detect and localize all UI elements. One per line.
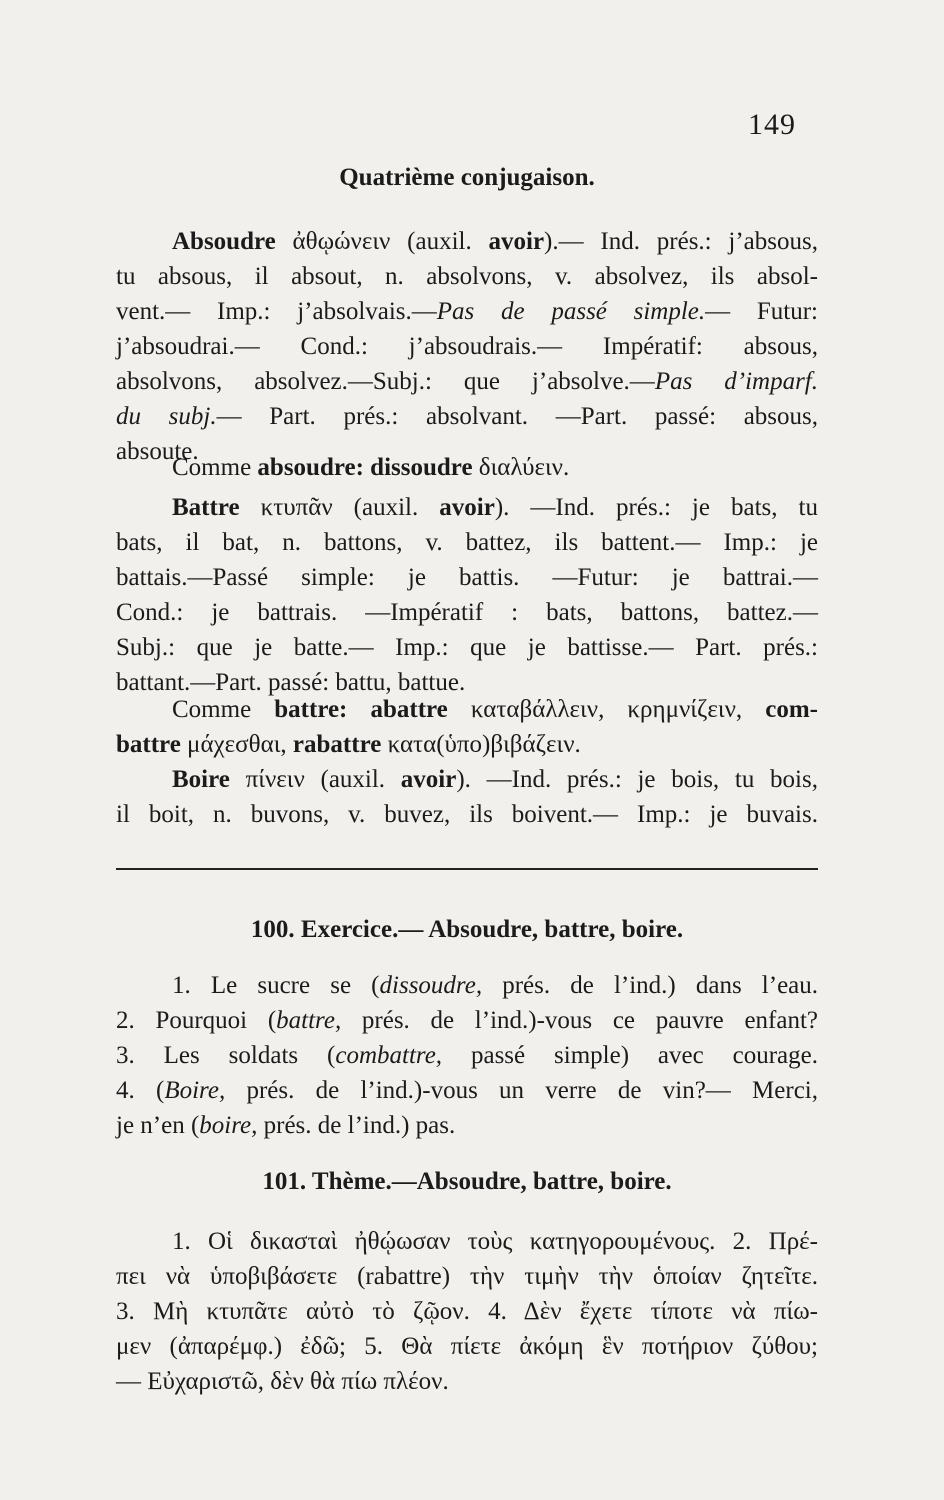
text-line: — Εὐχαριστῶ, δὲν θὰ πίω πλέον. [116, 1368, 449, 1395]
theme-paragraph [116, 1224, 818, 1399]
comme-absoudre-line [116, 450, 818, 485]
text-line: battre μάχεσθαι, rabattre κατα(ὑπο)βιβάζειν. [116, 731, 581, 758]
text-line: battais.—Passé simple: je battis. —Futur: je battrai.— [116, 564, 818, 591]
absoudre-paragraph [116, 224, 818, 469]
comme-battre-paragraph [116, 692, 818, 762]
text-line: absolvons, absolvez.—Subj.: que j’absolve.—Pas d’imparf. [116, 368, 818, 395]
text-line: battant.—Part. passé: battu, battue. [116, 669, 466, 696]
text-line: Subj.: que je batte.— Imp.: que je battisse.— Part. prés.: [116, 634, 818, 661]
exercise-item: je n’en (boire, prés. de l’ind.) pas. [116, 1112, 456, 1139]
exercise-item: 4. (Boire, prés. de l’ind.)-vous un verre de vin?— Merci, [116, 1077, 818, 1104]
text-line: absoute. [116, 438, 199, 465]
boire-paragraph [116, 762, 818, 832]
text-line: il boit, n. buvons, v. buvez, ils boivent.— Imp.: je buvais. [116, 801, 818, 828]
text-line: tu absous, il absout, n. absolvons, v. absolvez, ils absol- [116, 263, 818, 290]
battre-paragraph [116, 490, 818, 700]
exercise-item: 1. Le sucre se (dissoudre, prés. de l’ind.) dans l’eau. [172, 972, 819, 999]
text-line: 3. Μὴ κτυπᾶτε αὐτὸ τὸ ζῷον. 4. Δὲν ἔχετε τίποτε νὰ πίω- [116, 1298, 818, 1325]
text-line: 1. Οἱ δικασταὶ ἠθῴωσαν τοὺς κατηγορουμένους. 2. Πρέ- [172, 1228, 818, 1255]
text-line: j’absoudrai.— Cond.: j’absoudrais.— Impératif: absous, [116, 333, 818, 360]
text-line: bats, il bat, n. battons, v. battez, ils battent.— Imp.: je [116, 529, 818, 556]
section-divider [116, 868, 818, 870]
text-line: Comme battre: abattre καταβάλλειν, κρημνίζειν, com- [172, 696, 818, 723]
text-line: Boire πίνειν (auxil. avoir). —Ind. prés.: je bois, tu bois, [172, 766, 818, 793]
page-number: 149 [748, 108, 796, 141]
exercise-item: 2. Pourquoi (battre, prés. de l’ind.)-vous ce pauvre enfant? [116, 1007, 818, 1034]
text-line: du subj.— Part. prés.: absolvant. —Part. passé: absous, [116, 403, 818, 430]
exercise-list [116, 968, 818, 1143]
theme-title: 101. Thème.—Absoudre, battre, boire. [262, 1168, 672, 1195]
exercise-item: 3. Les soldats (combattre, passé simple) avec courage. [116, 1042, 818, 1069]
text-line: πει νὰ ὑποβιβάσετε (rabattre) τὴν τιμὴν τὴν ὁποίαν ζητεῖτε. [116, 1263, 818, 1290]
conjugation-heading: Quatrième conjugaison. [339, 164, 595, 191]
text-line: Absoudre ἀθῳώνειν (auxil. avoir).— Ind. prés.: j’absous, [172, 228, 818, 255]
text-line: Comme absoudre: dissoudre διαλύειν. [172, 454, 570, 481]
text-line: vent.— Imp.: j’absolvais.—Pas de passé simple.— Futur: [116, 298, 818, 325]
text-line: Battre κτυπᾶν (auxil. avoir). —Ind. prés.: je bats, tu [172, 494, 818, 521]
text-line: μεν (ἀπαρέμφ.) ἐδῶ; 5. Θὰ πίετε ἀκόμη ἓν ποτήριον ζύθου; [116, 1333, 818, 1360]
exercise-title: 100. Exercice.— Absoudre, battre, boire. [250, 916, 684, 943]
text-line: Cond.: je battrais. —Impératif : bats, battons, battez.— [116, 599, 818, 626]
